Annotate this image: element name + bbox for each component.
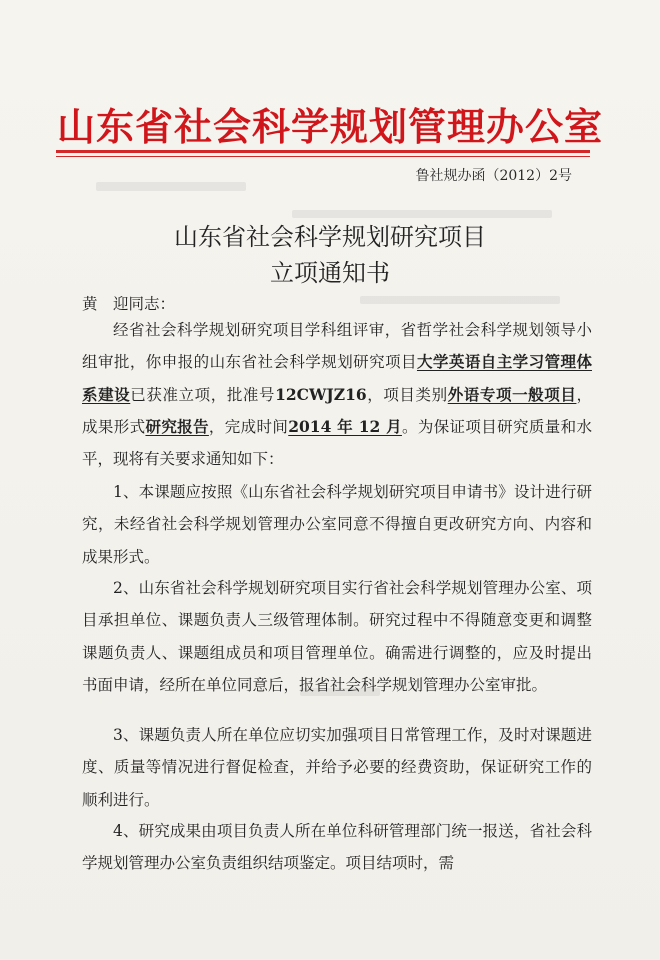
intro-text: 经省社会科学规划研究项目学科组评审，省哲学社会科学规划领导小组审批，你申报的山东省社会科学规划研究项目 <box>82 321 592 372</box>
intro-text: ，项目类别 <box>366 385 448 404</box>
completion-time: 2014 年 12 月 <box>288 416 402 436</box>
project-category: 外语专项一般项目 <box>447 384 577 404</box>
intro-text: ，完成时间 <box>208 417 289 436</box>
requirement-text: 4、研究成果由项目负责人所在单位科研管理部门统一报送，省社会科学规划管理办公室负责组织结项鉴定。项目结项时，需 <box>82 822 592 873</box>
intro-text: 。为保证项目研究质量和水平，现将有关要求通知如下： <box>82 417 592 469</box>
requirement-text: 3、课题负责人所在单位应切实加强项目日常管理工作，及时对课题进度、质量等情况进行督促检查，并给予必要的经费资助，保证研究工作的顺利进行。 <box>82 726 592 809</box>
project-name: 大学英语自主学习管理体系建设 <box>82 352 592 404</box>
requirement-item-4 <box>82 815 592 880</box>
bleed-through-mark <box>96 182 246 191</box>
approval-number: 12CWJZ16 <box>275 384 367 404</box>
header-rule-thin <box>56 156 590 157</box>
output-form: 研究报告 <box>145 416 209 436</box>
document-number: 鲁社规办函（2012）2号 <box>415 168 572 184</box>
requirement-item-1 <box>82 476 592 573</box>
requirement-text: 1、本课题应按照《山东省社会科学规划研究项目申请书》设计进行研究，未经省社会科学规划管理办公室同意不得擅自更改研究方向、内容和成果形式。 <box>82 483 592 566</box>
intro-text: ，成果形式 <box>82 385 592 436</box>
requirement-text: 2、山东省社会科学规划研究项目实行省社会科学规划管理办公室、项目承担单位、课题负责人三级管理体制。研究过程中不得随意变更和调整课题负责人、课题组成员和项目管理单位。确需进行调整的，应及时提出书面申请，经所在单位同意后，报省社会科学规划管理办公室审批。 <box>82 579 592 694</box>
intro-text: 已获准立项，批准号 <box>130 385 276 404</box>
requirement-item-3 <box>82 719 592 816</box>
org-header: 山东省社会科学规划管理办公室 <box>56 105 603 149</box>
bleed-through-mark <box>360 296 560 304</box>
paragraph-intro <box>82 314 592 475</box>
requirement-item-2 <box>82 572 592 701</box>
header-rule-thick <box>56 150 590 153</box>
salutation: 黄 迎同志： <box>82 295 176 313</box>
document-title-line2: 立项通知书 <box>270 259 390 287</box>
document-title-line1: 山东省社会科学规划研究项目 <box>174 223 486 251</box>
